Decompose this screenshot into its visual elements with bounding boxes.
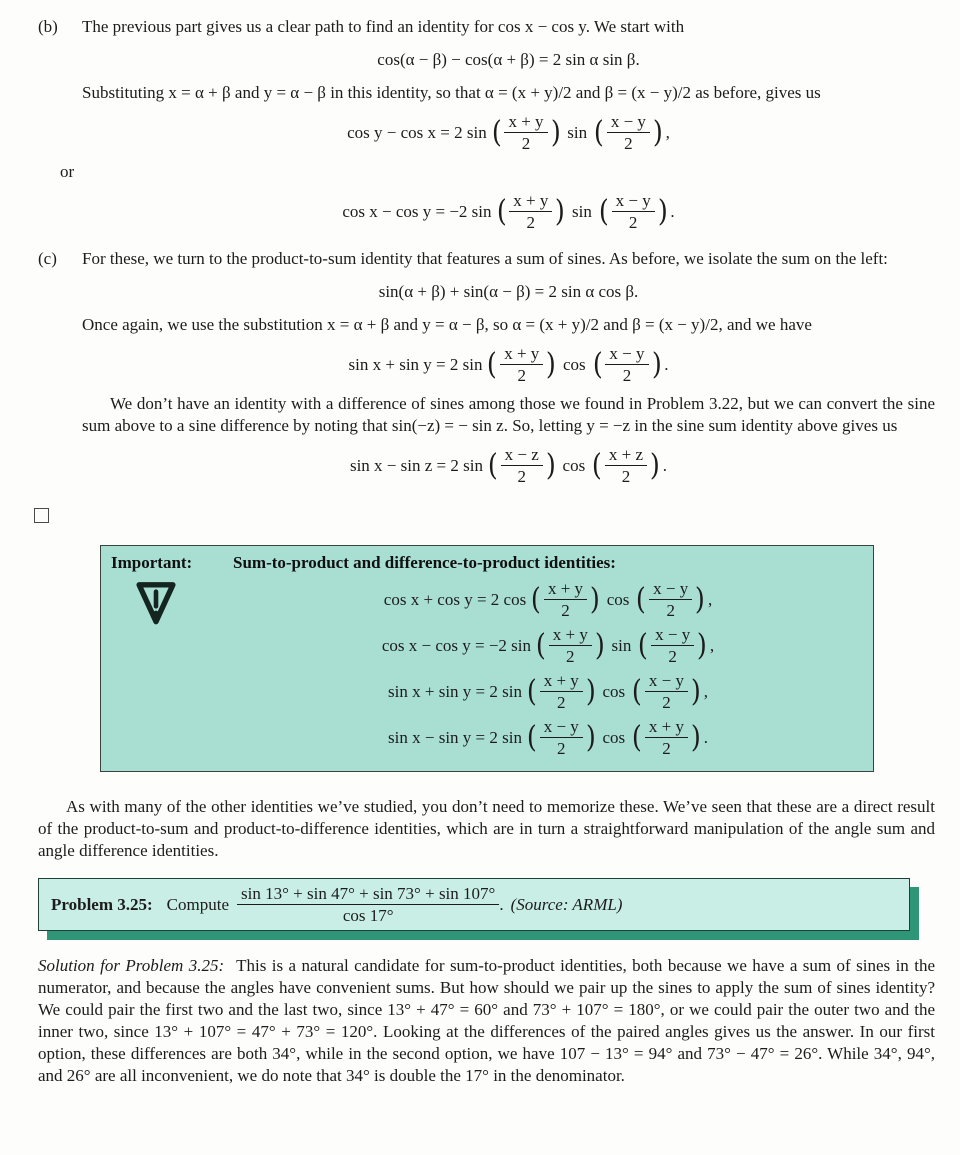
item-b-paragraph-2: Substituting x = α + β and y = α − β in this identity, so that α = (x + y)/2 and β = (x − y)/2 as before, gives us xyxy=(82,83,821,102)
item-b-paragraph-1: The previous part gives us a clear path to find an identity for cos x − cos y. We start with xyxy=(82,17,685,36)
item-c-paragraph-3: We don’t have an identity with a difference of sines among those we found in Problem 3.22, but we can convert the sine sum above to a sine difference by noting that sin(−z) = − sin z. So, letting y = −z in the sine sum identity above gives us xyxy=(82,394,935,435)
problem-source: (Source: ARML) xyxy=(510,894,623,914)
identity-cos-minus-cos: cos x − cos y = −2 sin ( $\frac{x + y}{2}$ ) sin ( $\frac{x - y}{2}$ ) , xyxy=(381,625,715,666)
right-paren: ) xyxy=(652,114,663,150)
right-paren: ) xyxy=(550,114,561,150)
fraction: $\frac{x + y}{2}$ xyxy=(645,717,688,758)
item-c-label: (c) xyxy=(38,249,57,268)
left-paren: ( xyxy=(632,673,643,709)
fraction: $\frac{x - y}{2}$ xyxy=(645,671,688,712)
qed-box xyxy=(34,508,49,523)
solution-text: This is a natural candidate for sum-to-product identities, both because we have a sum of sines in the numerator, and because the angles have convenient sums. But how should we pair up the sines to apply the sum of sines identity? We could pair the first two and the last two, since 13° + 47° = 60° and 73° + 107° = 180°, or we could pair the outer two and the inner two, since 13° + 107° = 47° + 73° = 120°. Looking at the differences of the paired angles gives us the answer. In our first option, these differences are both 34°, while in the second option, we have 107 − 13° = 94° and 73° − 47° = 26°. While 34°, 94°, and 26° are all inconvenient, we do note that 34° is double the 17° in the denominator. xyxy=(38,956,935,1085)
fraction: $\frac{x - y}{2}$ xyxy=(540,717,583,758)
warning-exclamation-icon xyxy=(133,578,233,636)
right-paren: ) xyxy=(695,581,706,617)
item-c xyxy=(38,248,935,494)
item-c-paragraph-1: For these, we turn to the product-to-sum identity that features a sum of sines. As before, we isolate the sum on the left: xyxy=(82,249,888,268)
identity-sin-minus-sin: sin x − sin y = 2 sin ( $\frac{x - y}{2}$ ) cos ( $\frac{x + y}{2}$ ) . xyxy=(388,717,708,758)
right-paren: ) xyxy=(690,673,701,709)
item-b-body xyxy=(60,16,935,240)
fraction: $\frac{x + z}{2}$ xyxy=(605,445,647,486)
equation-sinx-minus-sinz: sin x − sin z = 2 sin ( $\frac{x - z}{2}$ ) cos ( $\frac{x + z}{2}$ ) . xyxy=(349,445,668,486)
problem-lead: Compute xyxy=(166,894,230,914)
important-left-column xyxy=(111,552,233,763)
equation-sin-sum-product: sin(α + β) + sin(α − β) = 2 sin α cos β. xyxy=(378,282,639,301)
fraction: $\frac{x + y}{2}$ xyxy=(509,191,552,232)
right-paren: ) xyxy=(594,627,605,663)
fraction: $\frac{x - z}{2}$ xyxy=(501,445,543,486)
fraction: $\frac{x + y}{2}$ xyxy=(544,579,587,620)
left-paren: ( xyxy=(487,447,498,483)
equation-cosx-minus-cosy: cos x − cos y = −2 sin ( $\frac{x + y}{2}$ ) sin ( $\frac{x - y}{2}$ ) . xyxy=(342,191,675,232)
important-title: Sum-to-product and difference-to-product identities: xyxy=(233,553,616,572)
item-c-paragraph-2: Once again, we use the substitution x = α + β and y = α − β, so α = (x + y)/2 and β = (x − y)/2, and we have xyxy=(82,315,812,334)
left-paren: ( xyxy=(487,346,498,382)
fraction: $\frac{x - y}{2}$ xyxy=(649,579,692,620)
left-paren: ( xyxy=(535,627,546,663)
left-paren: ( xyxy=(592,447,603,483)
right-paren: ) xyxy=(649,447,660,483)
identity-cos-plus-cos: cos x + cos y = 2 cos ( $\frac{x + y}{2}$ ) cos ( $\frac{x - y}{2}$ ) , xyxy=(383,579,713,620)
left-paren: ( xyxy=(496,193,507,229)
right-paren: ) xyxy=(690,719,701,755)
solution-lead: Solution for Problem 3.25: xyxy=(38,956,225,975)
right-paren: ) xyxy=(697,627,708,663)
right-paren: ) xyxy=(585,673,596,709)
important-content xyxy=(233,552,863,763)
equation-cosy-minus-cosx: cos y − cos x = 2 sin ( $\frac{x + y}{2}$ ) sin ( $\frac{x - y}{2}$ ) , xyxy=(347,112,670,153)
fraction: $\frac{x - y}{2}$ xyxy=(651,625,694,666)
item-b-label: (b) xyxy=(38,17,58,36)
right-paren: ) xyxy=(545,447,556,483)
after-important-paragraph: As with many of the other identities we’ve studied, you don’t need to memorize these. We’ve seen that these are a direct result of the product-to-sum and product-to-difference identities, which are in turn a straightforward manipulation of the angle sum and angle difference identities. xyxy=(38,797,935,860)
right-paren: ) xyxy=(651,346,662,382)
left-paren: ( xyxy=(491,114,502,150)
fraction: $\frac{x + y}{2}$ xyxy=(504,112,547,153)
left-paren: ( xyxy=(526,673,537,709)
left-paren: ( xyxy=(592,346,603,382)
right-paren: ) xyxy=(657,193,668,229)
problem-fraction: $\frac{\sin 13^\circ + \sin 47^\circ + \sin 73^\circ + \sin 107^\circ}{\cos 17^\circ}$ . xyxy=(237,884,504,925)
equation-cos-diff-product: cos(α − β) − cos(α + β) = 2 sin α sin β. xyxy=(377,50,640,69)
left-paren: ( xyxy=(638,627,649,663)
fraction: $\frac{x - y}{2}$ xyxy=(612,191,655,232)
fraction: $\frac{x + y}{2}$ xyxy=(549,625,592,666)
fraction: $\frac{x + y}{2}$ xyxy=(540,671,583,712)
left-paren: ( xyxy=(526,719,537,755)
solution-paragraph xyxy=(38,955,935,1087)
right-paren: ) xyxy=(589,581,600,617)
problem-label: Problem 3.25: xyxy=(51,894,153,914)
fraction: $\frac{x - y}{2}$ xyxy=(607,112,650,153)
left-paren: ( xyxy=(598,193,609,229)
left-paren: ( xyxy=(632,719,643,755)
important-box xyxy=(100,545,874,772)
problem-box xyxy=(38,878,910,931)
item-c-body xyxy=(82,248,935,494)
left-paren: ( xyxy=(636,581,647,617)
right-paren: ) xyxy=(585,719,596,755)
fraction: $\frac{x - y}{2}$ xyxy=(605,344,648,385)
left-paren: ( xyxy=(531,581,542,617)
important-label: Important: xyxy=(111,553,193,572)
fraction: $\frac{x + y}{2}$ xyxy=(500,344,543,385)
identity-sin-plus-sin: sin x + sin y = 2 sin ( $\frac{x + y}{2}$ ) cos ( $\frac{x - y}{2}$ ) , xyxy=(388,671,708,712)
left-paren: ( xyxy=(593,114,604,150)
right-paren: ) xyxy=(555,193,566,229)
equation-sinx-plus-siny: sin x + sin y = 2 sin ( $\frac{x + y}{2}$ ) cos ( $\frac{x - y}{2}$ ) . xyxy=(348,344,669,385)
or-connector: or xyxy=(60,162,75,181)
right-paren: ) xyxy=(546,346,557,382)
item-b xyxy=(38,16,935,240)
